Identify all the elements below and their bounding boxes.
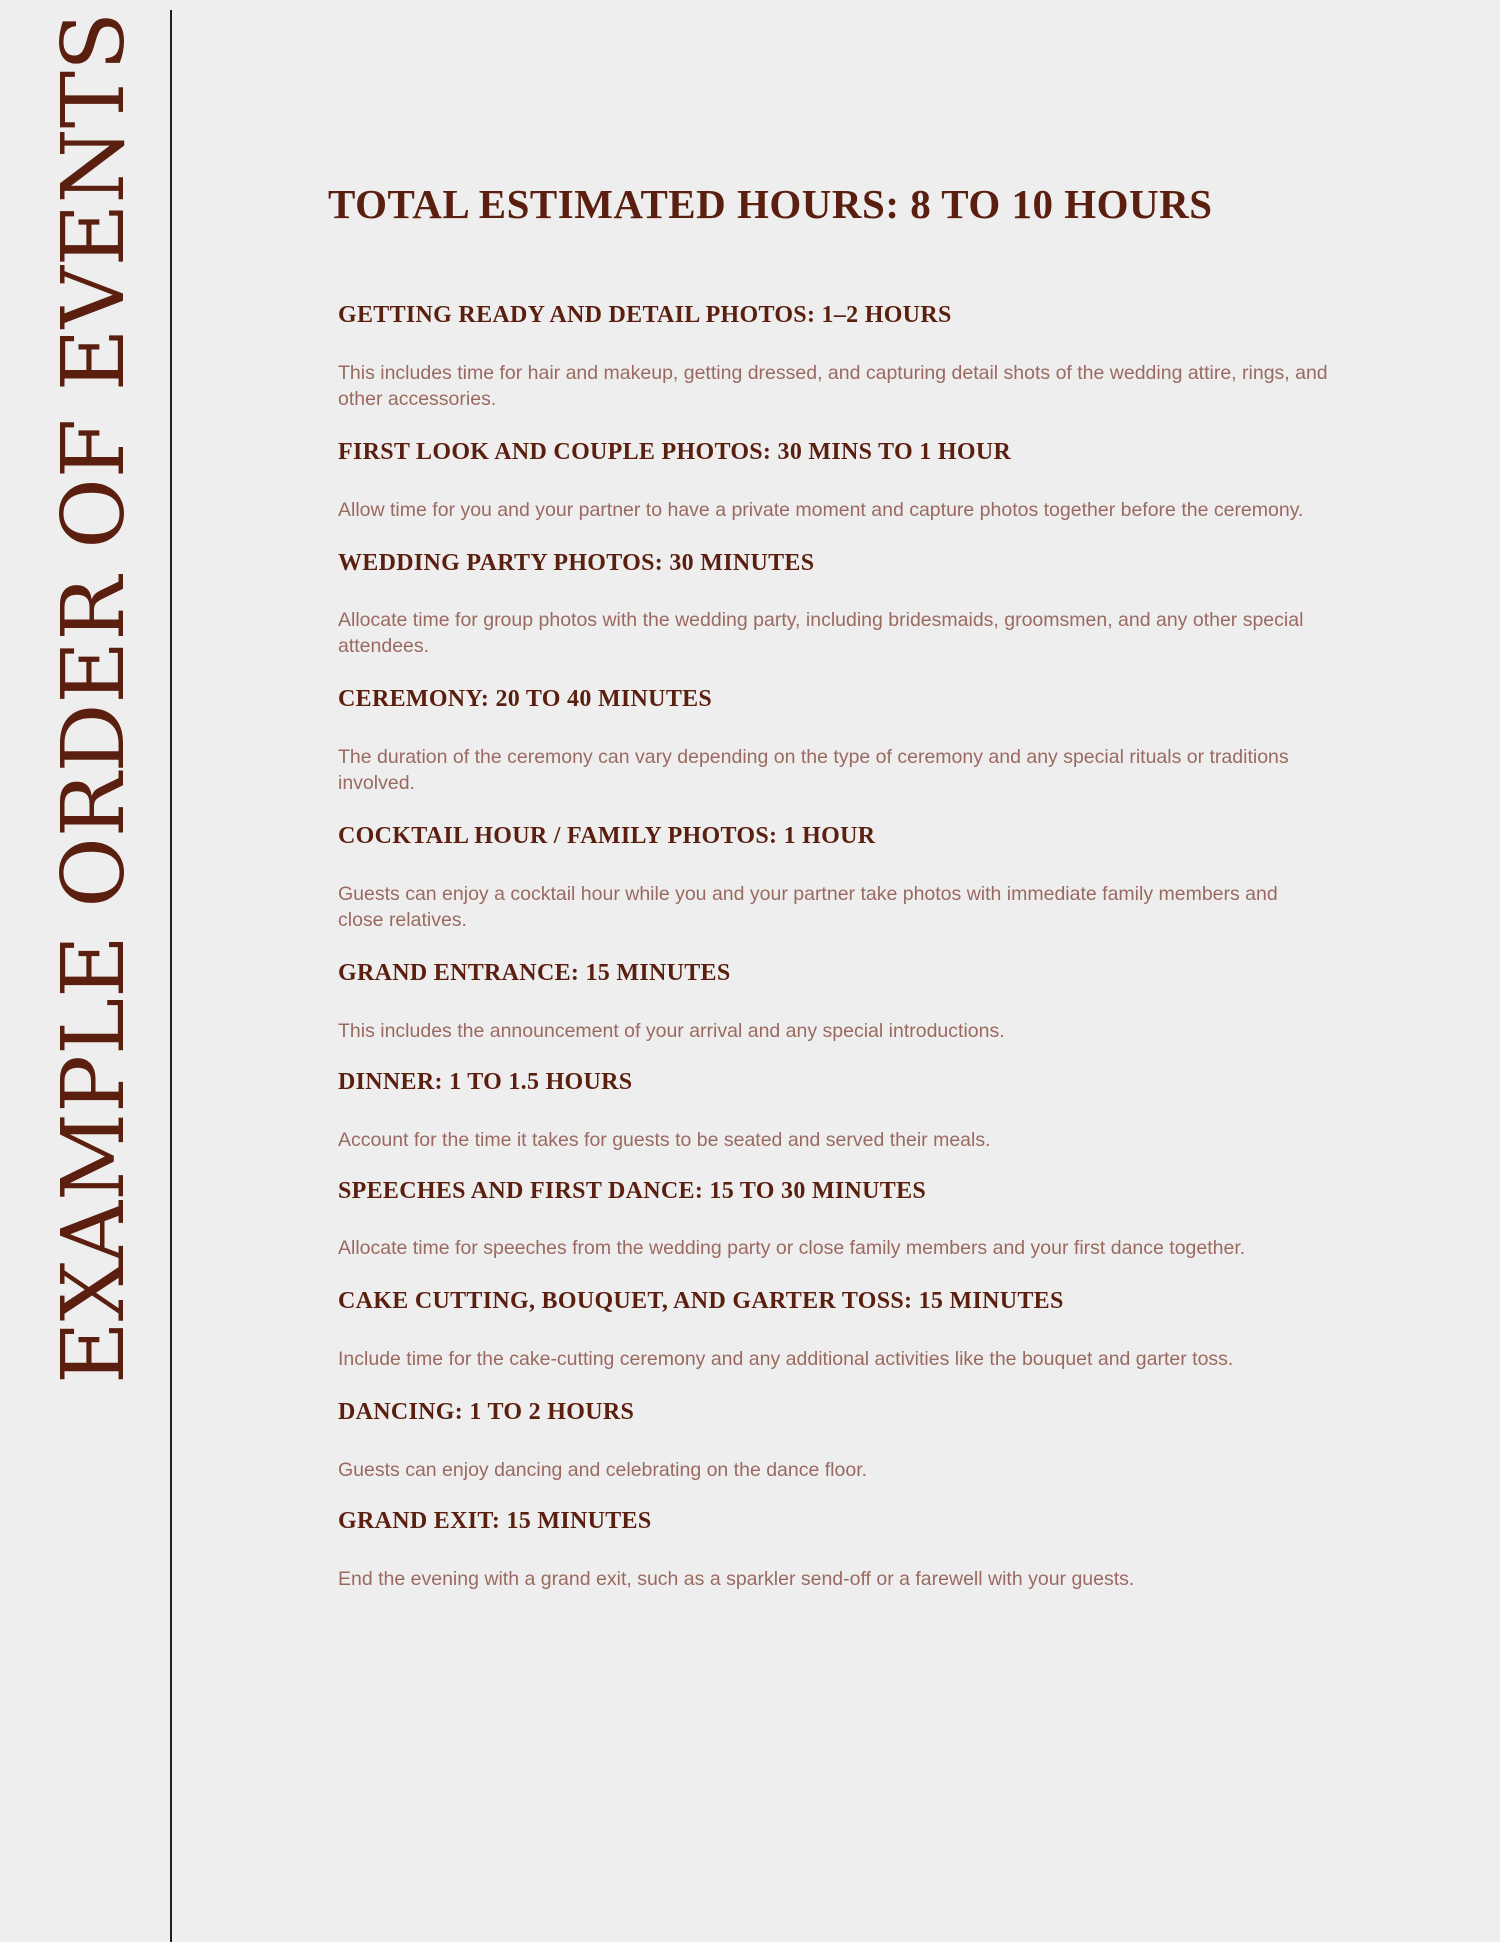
event-heading: DANCING: 1 TO 2 HOURS xyxy=(338,1399,635,1426)
event-item xyxy=(338,1287,1338,1372)
event-heading: GETTING READY AND DETAIL PHOTOS: 1–2 HOURS xyxy=(338,302,952,328)
event-heading: GRAND ENTRANCE: 15 MINUTES xyxy=(338,959,731,986)
event-description: This includes time for hair and makeup, getting dressed, and capturing detail shots of the wedding attire, rings, and other accessories. xyxy=(338,361,1328,410)
main-content xyxy=(328,170,1328,229)
event-description: Allocate time for speeches from the wedding party or close family members and your first dance together. xyxy=(338,1237,1246,1260)
event-item xyxy=(338,549,1338,660)
event-item xyxy=(338,1068,1338,1153)
event-description: Account for the time it takes for guests to be seated and served their meals. xyxy=(338,1128,991,1151)
event-item xyxy=(338,959,1338,1044)
event-heading: COCKTAIL HOUR / FAMILY PHOTOS: 1 HOUR xyxy=(338,823,876,850)
event-heading: GRAND EXIT: 15 MINUTES xyxy=(338,1507,652,1534)
event-item xyxy=(338,822,1338,933)
event-heading: DINNER: 1 TO 1.5 HOURS xyxy=(338,1068,633,1095)
sidebar-title: EXAMPLE ORDER OF EVENTS xyxy=(44,12,144,1384)
event-heading: CAKE CUTTING, BOUQUET, AND GARTER TOSS: 15 MINUTES xyxy=(338,1288,1064,1315)
event-description: Include time for the cake-cutting ceremony and any additional activities like the bouquet and garter toss. xyxy=(338,1348,1234,1371)
event-item xyxy=(338,438,1338,523)
event-item xyxy=(338,685,1338,796)
event-item xyxy=(338,1177,1338,1262)
event-heading: WEDDING PARTY PHOTOS: 30 MINUTES xyxy=(338,549,815,576)
event-heading: CEREMONY: 20 TO 40 MINUTES xyxy=(338,686,713,713)
event-heading: SPEECHES AND FIRST DANCE: 15 TO 30 MINUTES xyxy=(338,1177,927,1204)
event-description: Allocate time for group photos with the wedding party, including bridesmaids, groomsmen, and any other special attendees. xyxy=(338,609,1304,658)
event-description: The duration of the ceremony can vary depending on the type of ceremony and any special rituals or traditions involved. xyxy=(338,746,1289,795)
event-description: This includes the announcement of your arrival and any special introductions. xyxy=(338,1019,1005,1042)
event-description: Guests can enjoy dancing and celebrating on the dance floor. xyxy=(338,1458,868,1481)
event-item xyxy=(338,1507,1338,1592)
event-item xyxy=(338,1398,1338,1483)
event-list xyxy=(338,301,1338,1592)
sidebar xyxy=(0,0,170,1942)
event-description: End the evening with a grand exit, such as a sparkler send-off or a farewell with your guests. xyxy=(338,1567,1135,1590)
event-description: Guests can enjoy a cocktail hour while you and your partner take photos with immediate family members and close relatives. xyxy=(338,882,1278,931)
page-title: TOTAL ESTIMATED HOURS: 8 TO 10 HOURS xyxy=(328,181,1213,227)
event-heading: FIRST LOOK AND COUPLE PHOTOS: 30 MINS TO 1 HOUR xyxy=(338,438,1012,465)
vertical-divider xyxy=(170,10,172,1942)
event-description: Allow time for you and your partner to have a private moment and capture photos together before the ceremony. xyxy=(338,498,1304,521)
event-item xyxy=(338,301,1338,412)
